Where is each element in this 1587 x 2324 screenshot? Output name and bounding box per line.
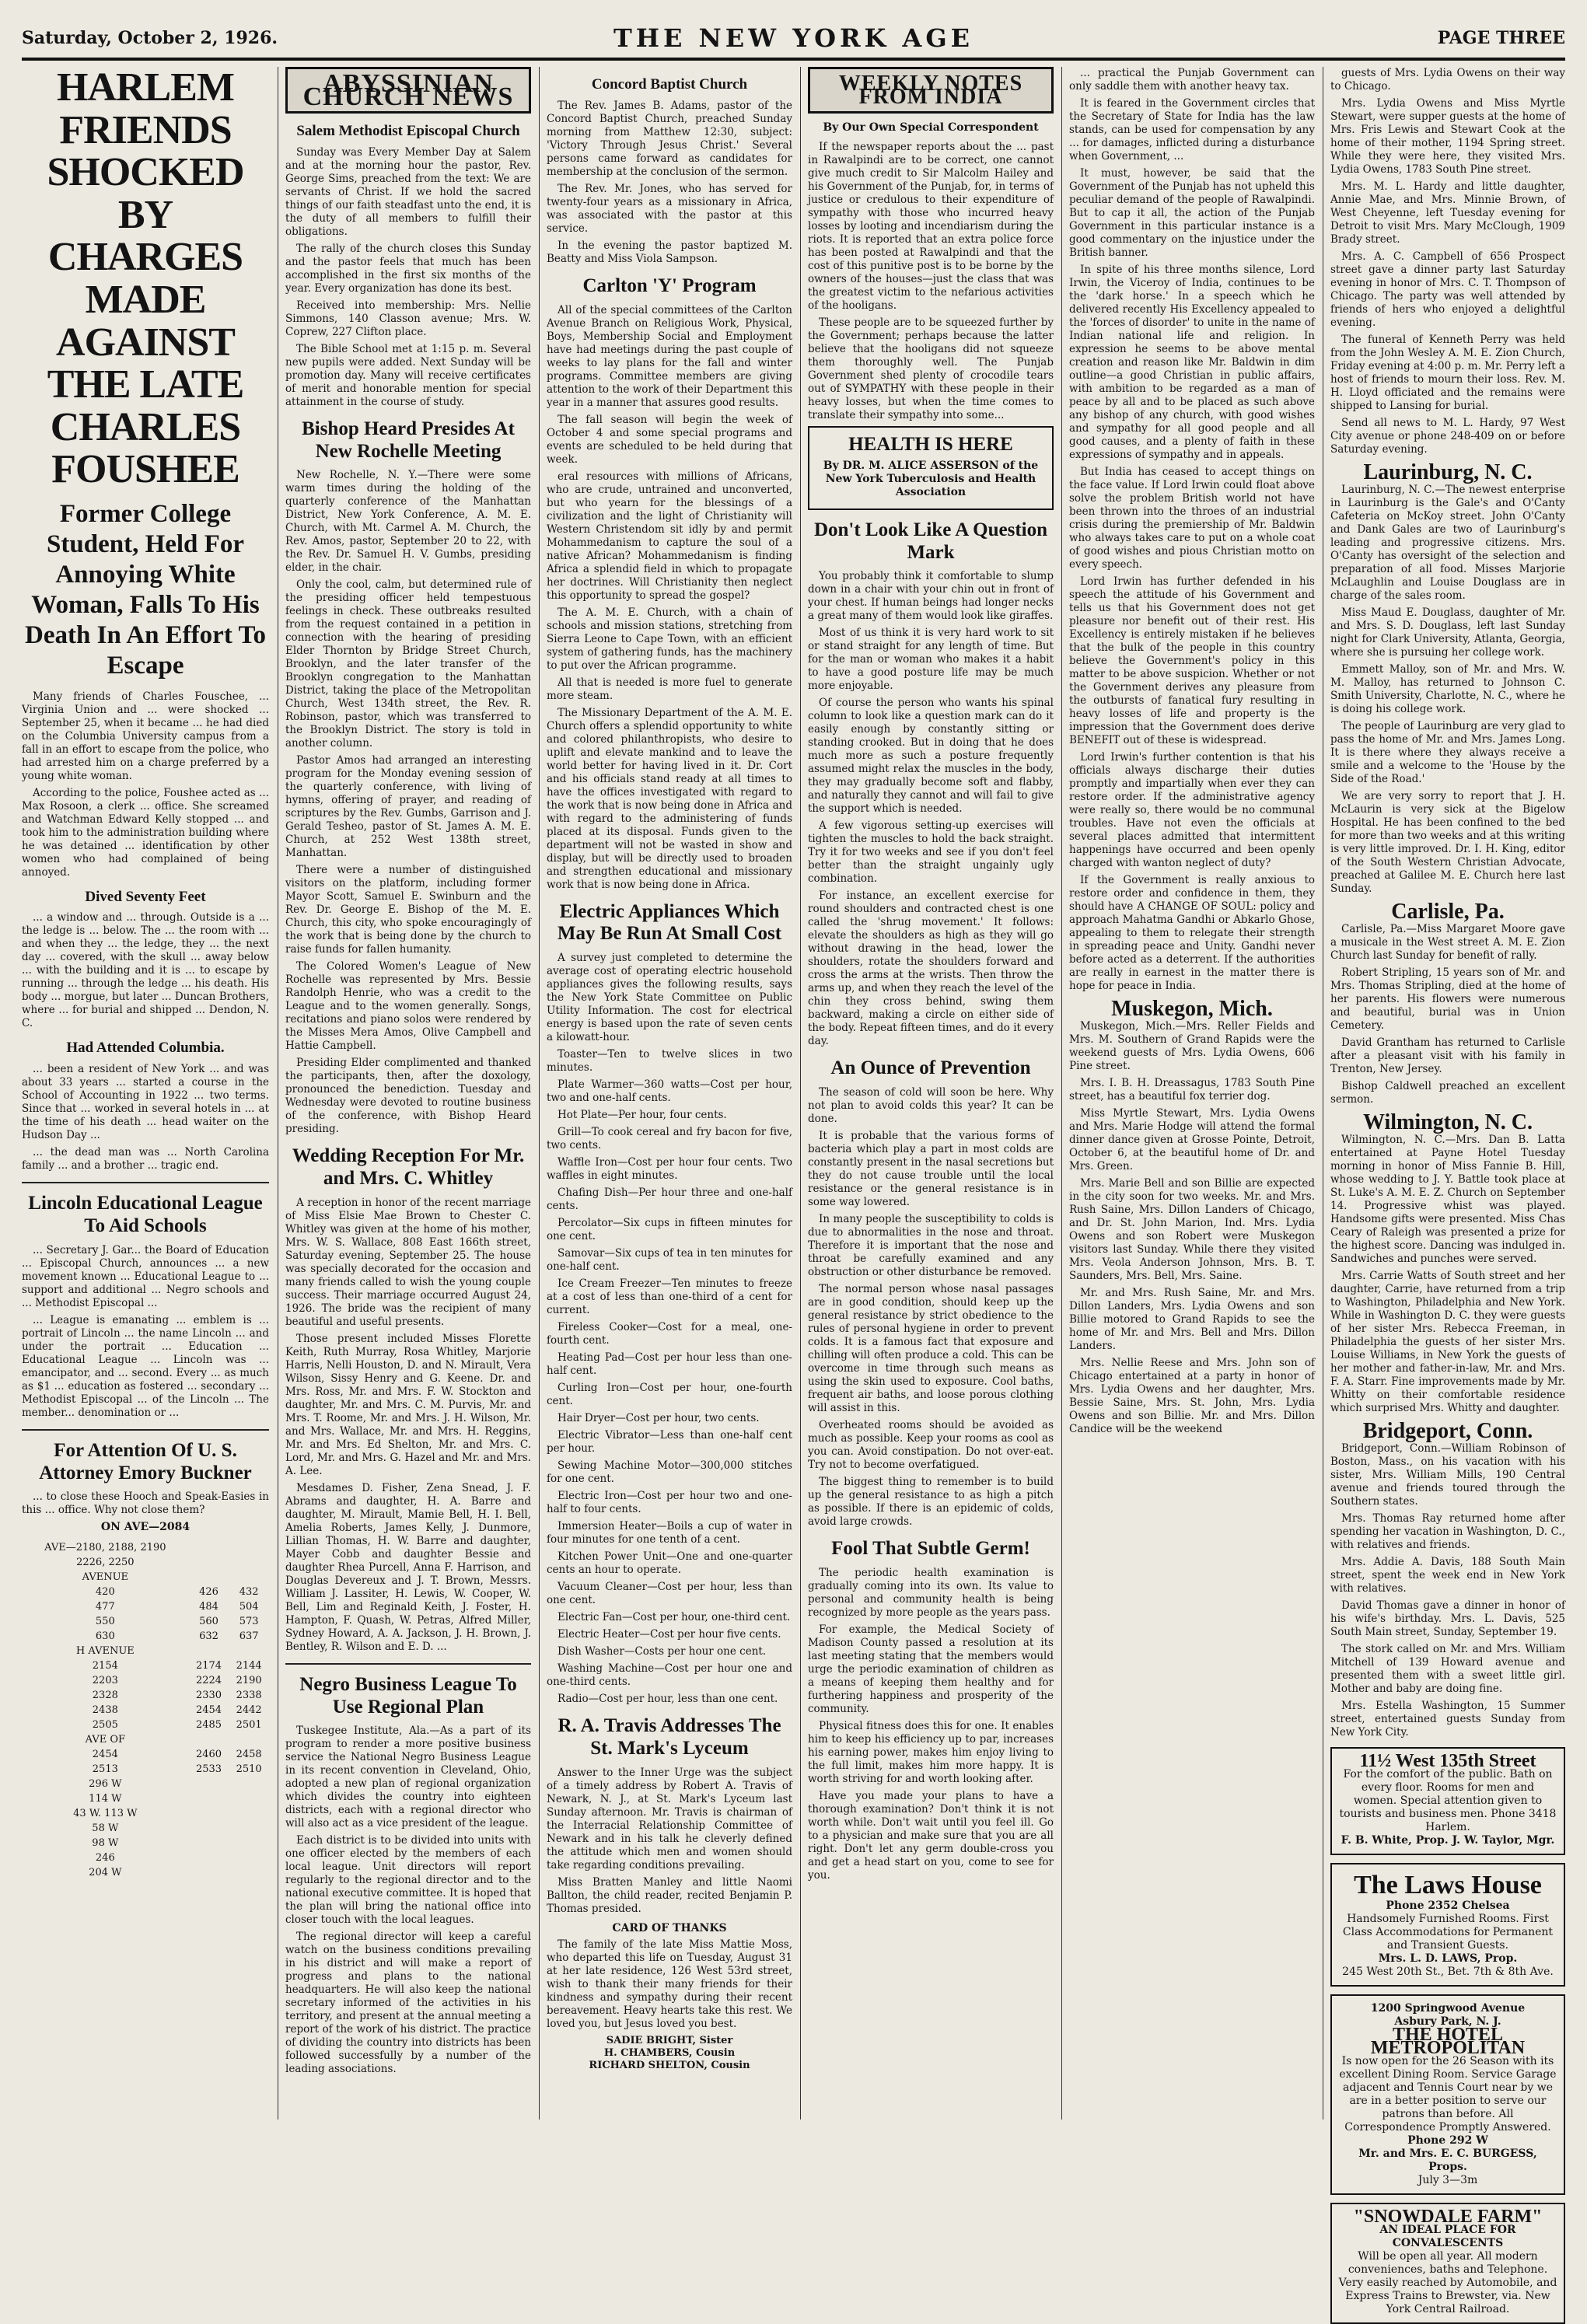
table-cell: 2501 (236, 1719, 262, 1732)
headline-carlton-program: Carlton 'Y' Program (582, 274, 757, 296)
appliance-cost-list (547, 1048, 792, 1706)
table-cell: 2458 (236, 1749, 262, 1761)
table-cell: 2442 (236, 1704, 262, 1717)
article-paragraph: Pastor Amos had arranged an interesting program for the Monday evening session of the quarterly conference, with living of hymns, offering of prayer, and reading of scriptures by the Rev. Gumbs, Garrison and J. Gerald Tesheo, pastor of St. James A. M. E. Church, at 252 West 138th street, Manhattan. (285, 754, 531, 860)
ad-135th-street (1330, 1747, 1565, 1855)
article-paragraph: Of course the person who wants his spinal column to look like a question mark can do it easily enough by constantly sitting or standing crooked. But in doing that he does much more as such a posture frequently assumed might relax the muscles in the body, they may gradually become soft and flabby, and naturally they cannot and will fail to give the support which is needed. (808, 697, 1054, 816)
table-row (22, 1570, 269, 1585)
headline-ounce-prevention: An Ounce of Prevention (830, 1057, 1031, 1079)
headline-bishop-heard: Bishop Heard Presides At New Rochelle Meeting (302, 418, 515, 462)
divider (22, 1429, 269, 1431)
table-row (22, 1585, 269, 1599)
article-paragraph: The normal person whose nasal passages are in good condition, should keep up the general resistance by strict obedience to the rules of personal hygiene in order to prevent colds. It is a famous fact that exposure and chilling will often produce a cold. This can be overcome in time through such means as using the skin used to exposure. Cool baths, frequent air baths, and loose porous clothing will assist in this. (808, 1283, 1054, 1414)
address-list-title: ON AVE—2084 (100, 1521, 191, 1534)
list-item: Curling Iron—Cost per hour, one-fourth cent. (547, 1382, 792, 1408)
table-cell: 2454 (92, 1749, 118, 1761)
article-paragraph: All of the special committees of the Carlton Avenue Branch on Religious Work, Physical, Boys, Membership Social and Employment have had meetings during the past couple of weeks to lay plans for the fall and winter programs. Committee members are giving attention to the work of their Department this year in a manner that assures good results. (547, 303, 792, 409)
article-paragraph: It must, however, be said that the Government of the Punjab has not upheld this peculiar demand of the people of Rawalpindi. But to cap it all, the action of the Punjab Government in this particular instance is a good commentary on the injustice under the British banner. (1069, 167, 1315, 259)
table-cell: AVE—2180, 2188, 2190 (44, 1542, 166, 1554)
article-paragraph: A reception in honor of the recent marriage of Miss Elsie Mae Brown to Chester C. Whitley was given at the home of his mother, Mrs. W. S. Wallace, 808 East 166th street, Saturday evening, September 25. The house was specially decorated for the occasion and many friends called to wish the young couple success. Their marriage occurred August 24, 1926. The bride was the recipient of many beautiful and useful presents. (285, 1196, 531, 1328)
article-paragraph: Wilmington, N. C.—Mrs. Dan B. Latta entertained at Payne Hotel Tuesday morning in honor of Miss Fannie B. Hill, whose wedding to J. Y. Battle took place at St. Luke's A. M. E. Z. Church on September 14. Progressive whist was played. Handsome gifts were presented. Miss Chas Ceary of Raleigh was presented a prize for the highest score. Dancing was indulged in. Sandwiches and punches were served. (1330, 1134, 1565, 1265)
headline-electric-appliances: Electric Appliances Which May Be Run At Small Cost (557, 900, 782, 945)
dateline-bridgeport: Bridgeport, Conn. (1362, 1419, 1533, 1443)
article-paragraph: ... League is emanating ... emblem is ... portrait of Lincoln ... the name Lincoln ... and under the portrait ... Education ... Educational League ... Lincoln was ... emancipator, and ... second. Every ... as much as $1 ... education as fostered ... secondary ... Methodist Episcopal ... of the Lincoln ... The member... denomination or ... (22, 1313, 269, 1419)
table-cell: 420 (95, 1586, 115, 1599)
table-cell: 2224 (195, 1675, 222, 1687)
table-cell: 114 W (89, 1793, 122, 1805)
headline-travis-lyceum: R. A. Travis Addresses The St. Mark's Lyceum (558, 1715, 781, 1759)
list-item: Kitchen Power Unit—One and one-quarter cents an hour to operate. (547, 1550, 792, 1577)
table-cell (189, 1732, 229, 1747)
article-paragraph: It is feared in the Government circles that the Secretary of State for India has the law stands, can be used for compensation by any ... for damages, inflicted during a disturbance when Government, ... (1069, 97, 1315, 163)
ad-title: "SNOWDALE FARM" (1353, 2207, 1543, 2228)
table-cell (229, 1555, 269, 1570)
article-paragraph: The regional director will keep a careful watch on the business conditions prevailing in his district and will make a report of progress and plans to the national headquarters. He will also keep the national secretary informed of the activities in his territory, and present at the annual meeting a report of the work of his district. The practice of dividing the country into districts has been followed successfully by a number of the leading associations. (285, 1931, 531, 2076)
column-6 (1330, 67, 1565, 2316)
article-paragraph: Miss Myrtle Stewart, Mrs. Lydia Owens and Mrs. Marie Hodge will attend the formal dinner dance given at Grosse Pointe, Detroit, October 6, at the beautiful home of Dr. and Mrs. Green. (1069, 1107, 1315, 1172)
article-paragraph: David Thomas gave a dinner in honor of his wife's birthday. Mrs. L. Davis, 525 South Main street, Sunday, September 19. (1330, 1599, 1565, 1638)
table-cell: 2174 (195, 1660, 222, 1672)
ad-address: Asbury Park, N. J. (1394, 2015, 1501, 2029)
list-item: Electric Iron—Cost per hour two and one-half to four cents. (547, 1490, 792, 1516)
table-row (22, 1614, 269, 1629)
list-item: Hair Dryer—Cost per hour, two cents. (558, 1412, 760, 1425)
article-paragraph: The rally of the church closes this Sunday and the pastor feels that much has been accomplished in the first six months of the year. Every organization has done its best. (285, 242, 531, 295)
table-row (22, 1540, 269, 1555)
list-item: Electric Vibrator—Less than one-half cent per hour. (547, 1429, 792, 1456)
article-paragraph: The fall season will begin the week of October 4 and some special programs and events are scheduled to be held during that week. (547, 413, 792, 466)
table-row (22, 1762, 269, 1777)
ad-title: The Laws House (1354, 1871, 1542, 1899)
ad-body: Is now open for the 26 Season with its excellent Dining Room. Service Garage adjacent and Tennis Court near by we are in a better position to serve our patrons than before. All Correspondence Promptly Answered. (1339, 2055, 1557, 2134)
column-2 (285, 67, 531, 2120)
table-cell: 630 (95, 1630, 115, 1643)
health-byline: By DR. M. ALICE ASSERSON of the New York Tuberculosis and Health Association (823, 459, 1039, 498)
article-paragraph: Answer to the Inner Urge was the subject of a timely address by Robert A. Travis of Newark, N. J., at St. Mark's Lyceum last Sunday afternoon. Mr. Travis is chairman of the Interracial Relationship Committee of Newark and in his talk he cleverly defined the attitude which men and women should take regarding conditions prevailing. (547, 1766, 792, 1871)
table-row (22, 1599, 269, 1614)
table-cell (189, 1570, 229, 1585)
article-paragraph: ... been a resident of New York ... and was about 33 years ... started a course in the School of Accounting in 1922 ... two terms. Since that ... worked in several hotels in ... at the time of his death ... head waiter on the Hudson Day ... (22, 1063, 269, 1142)
article-paragraph: Emmett Malloy, son of Mr. and Mrs. W. M. Malloy, has returned to Johnson C. Smith University, Charlotte, N. C., where he is doing his college work. (1330, 663, 1565, 715)
headline-wedding-reception: Wedding Reception For Mr. and Mrs. C. Whitley (292, 1145, 525, 1190)
article-paragraph: Miss Maud E. Douglass, daughter of Mr. and Mrs. S. D. Douglass, left last Sunday night for Clark University, Atlanta, Georgia, where she is pursuing her college work. (1330, 606, 1565, 659)
article-paragraph: Mrs. M. L. Hardy and little daughter, Annie Mae, and Mrs. Minnie Brown, of West Cheyenne, left Tuesday evening for Detroit to visit Mrs. Mary McClough, 1909 Brady street. (1330, 180, 1565, 246)
article-paragraph: Have you made your plans to have a thorough examination? Don't think it is not worth while. Don't wait until you feel ill. Go to a physician and make sure that you are all right. Don't let any germ double-cross you and get a head start on you, come to see for you. (808, 1789, 1054, 1882)
article-paragraph: The Rev. James B. Adams, pastor of the Concord Baptist Church, preached Sunday morning from Matthew 12:30, subject: 'Victory Through Jesus Christ.' Several persons came forward as candidates for membership at the conclusion of the sermon. (547, 99, 792, 178)
ad-hotel-metropolitan (1330, 1994, 1565, 2195)
column-rule (1061, 67, 1062, 2120)
table-cell (229, 1821, 269, 1836)
article-paragraph: We are very sorry to report that J. H. McLaurin is very sick at the Bigelow Hospital. He has been confined to the bed for more than two weeks and at this writing is very little improved. Dr. I. H. King, editor of the South Western Christian Advocate, preached at Galilee M. E. Church here last Sunday. (1330, 790, 1565, 895)
table-cell: 2513 (92, 1763, 118, 1776)
table-cell: 2454 (195, 1704, 222, 1717)
ad-phone: Phone 2352 Chelsea (1386, 1899, 1510, 1913)
list-item: Vacuum Cleaner—Cost per hour, less than one cent. (547, 1581, 792, 1607)
article-paragraph: The Bible School met at 1:15 p. m. Several new pupils were added. Next Sunday will be promotion day. Many will receive certificates of merit and honorable mention for special attainment in the course of study. (285, 342, 531, 408)
list-item: Grill—To cook cereal and fry bacon for five, two cents. (547, 1126, 792, 1152)
article-paragraph: Tuskegee Institute, Ala.—As a part of its program to render a more positive business service the National Negro Business League in its recent convention in Cleveland, Ohio, adopted a new plan of regional organization which divides the country into eighteen districts, each with a regional director who will also act as a vice president of the league. (285, 1725, 531, 1830)
article-paragraph: All that is needed is more fuel to generate more steam. (547, 676, 792, 702)
article-paragraph: Bishop Caldwell preached an excellent sermon. (1330, 1080, 1565, 1106)
article-paragraph: Many friends of Charles Fouschee, ... Virginia Union and ... were shocked ... September 25, when it became ... he had died on the Columbia University campus from a fall in an effort to escape from the police, who had arrested him on a charge preferred by a young white woman. (22, 690, 269, 782)
table-cell: 2226, 2250 (76, 1557, 135, 1569)
article-paragraph: The Rev. Mr. Jones, who has served for twenty-four years as a missionary in Africa, was associated with the pastor at this service. (547, 182, 792, 235)
section-banner-church-news: ABYSSINIAN CHURCH NEWS (285, 67, 531, 114)
table-cell: 550 (95, 1616, 115, 1628)
table-cell: 2203 (92, 1675, 118, 1687)
table-cell: 2328 (92, 1690, 118, 1702)
issue-date: Saturday, October 2, 1926. (22, 28, 278, 48)
table-cell: 2510 (236, 1763, 262, 1776)
list-item: Immersion Heater—Boils a cup of water in four minutes for one tenth of a cent. (547, 1520, 792, 1546)
list-item: Plate Warmer—360 watts—Cost per hour, two and one-half cents. (547, 1078, 792, 1105)
page-folio (22, 17, 1565, 61)
table-cell: 246 (95, 1852, 115, 1864)
list-item: Dish Washer—Costs per hour one cent. (558, 1645, 767, 1658)
health-column-box (808, 426, 1054, 510)
table-row (22, 1791, 269, 1806)
table-cell (189, 1777, 229, 1791)
ad-title: 11½ West 135th Street (1359, 1751, 1536, 1771)
card-of-thanks-text: The family of the late Miss Mattie Moss, who departed this life on Tuesday, August 31 at her late residence, 126 West 53rd street, wish to thank their many friends for their kindness and sympathy during their recent bereavement. Heavy hearts take this rest. We loved you, but Jesus loved you best. (547, 1938, 792, 2030)
article-paragraph: There were a number of distinguished visitors on the platform, including former Mayor Scott, Samuel E. Swinburn and the Rev. Dr. George E. Bishop of the M. E. Church, this city, who spoke encouragingly of the work that is being done by the church to raise funds for fallen humanity. (285, 864, 531, 956)
table-cell: 2144 (236, 1660, 262, 1672)
article-paragraph: But India has ceased to accept things on the face value. If Lord Irwin could float above solve the problem British world not have been thrown into the throes of an industrial crisis during the premiership of Mr. Baldwin who always takes care to put on a whole coat of good wishes and pious Christian motto on every speech. (1069, 466, 1315, 571)
table-cell (229, 1540, 269, 1555)
list-item: Ice Cream Freezer—Ten minutes to freeze at a cost of less than one-third of a cent for current. (547, 1277, 792, 1317)
address-table (22, 1540, 269, 1880)
table-cell: 426 (199, 1586, 218, 1599)
article-paragraph: In the evening the pastor baptized M. Beatty and Miss Viola Sampson. (547, 239, 792, 265)
article-paragraph: Mesdames D. Fisher, Zena Snead, J. F. Abrams and daughter, H. A. Barre and daughter, M. Mirault, Mamie Bell, H. I. Bell, Amelia Roberts, James Kelly, J. Dunmore, Lillian Thomas, H. W. Barre and daughter, Mayer Cobb and daughter Bessie and daughter Rhea Purcell, Anna F. Harrison, and Douglas Devereux and J. T. Brown, Messrs. William J. Lassiter, H. Lewis, W. Cooper, W. Bell, Lim and Reginald Keith, J. Foster, H. Hampton, F. Quash, W. Petras, Alfred Miller, Sydney Howard, A. A. Jackson, J. H. Brown, J. Bentley, R. Wilson and E. D. ... (285, 1481, 531, 1653)
table-row (22, 1644, 269, 1658)
table-cell (189, 1821, 229, 1836)
article-paragraph: Mrs. A. C. Campbell of 656 Prospect street gave a dinner party last Saturday evening in honor of Mrs. C. T. Thompson of Chicago. The party was well attended by friends of hers who enjoyed a delightful evening. (1330, 250, 1565, 329)
headline-salem-church: Salem Methodist Episcopal Church (296, 123, 520, 139)
table-cell (189, 1644, 229, 1658)
article-paragraph: Overheated rooms should be avoided as much as possible. Keep your rooms as cool as you can. Avoid constipation. Do not over-eat. Try not to become overfatigued. (808, 1419, 1054, 1471)
column-1 (22, 67, 269, 2120)
article-paragraph: ... Secretary J. Gar... the Board of Education ... Episcopal Church, announces ... a new movement known ... Educational League to ... support and additional ... Negro schools and ... Methodist Episcopal ... (22, 1243, 269, 1309)
column-rule (800, 67, 801, 2120)
list-item: Electric Heater—Cost per hour five cents. (558, 1628, 781, 1641)
table-cell: 560 (199, 1616, 218, 1628)
list-item: Washing Machine—Cost per hour one and one-third cents. (547, 1662, 792, 1689)
article-paragraph: Physical fitness does this for one. It enables him to keep his efficiency up to par, increases his earning power, makes him enjoy living to the full limit, makes him more happy. It is worth striving for and worth looking after. (808, 1719, 1054, 1785)
india-byline: By Our Own Special Correspondent (823, 121, 1039, 134)
article-paragraph: You probably think it comfortable to slump down in a chair with your chin out in front of your chest. If human beings had longer necks a great many of them would look like giraffes. (808, 570, 1054, 623)
table-cell: 2154 (92, 1660, 118, 1672)
table-cell: 43 W. 113 W (73, 1808, 138, 1820)
table-cell (189, 1836, 229, 1850)
table-cell (189, 1791, 229, 1806)
list-item: Waffle Iron—Cost per hour four cents. Two waffles in eight minutes. (547, 1156, 792, 1183)
article-paragraph: The people of Laurinburg are very glad to pass the home of Mr. and Mrs. James Long. It is there where they always receive a smile and a welcome to the 'House by the Side of the Road.' (1330, 720, 1565, 785)
article-paragraph: David Grantham has returned to Carlisle after a pleasant visit with his family in Trenton, New Jersey. (1330, 1036, 1565, 1075)
ad-body: For the comfort of the public. Bath on every floor. Rooms for men and women. Special attention given to tourists and business men. Phone 3418 Harlem. (1339, 1768, 1557, 1833)
table-row (22, 1865, 269, 1880)
article-paragraph: Bridgeport, Conn.—William Robinson of Boston, Mass., on his vacation with his sister, Mrs. William Mills, 190 Central avenue and friends toured through the Southern states. (1330, 1442, 1565, 1508)
table-cell (229, 1806, 269, 1821)
article-paragraph: ... the dead man was ... North Carolina family ... and a brother ... tragic end. (22, 1146, 269, 1172)
ad-address: 1200 Springwood Avenue (1370, 2002, 1526, 2015)
article-paragraph: Those present included Misses Florette Keith, Ruth Murray, Rosa Whitley, Marjorie Harris, Nelli Houston, D. and N. Mirault, Vera Wilson, Sissy Henry and G. Keene. Dr. and Mrs. Ross, Mr. and Mrs. F. W. Stockton and daughter, Mr. and Mrs. C. M. Purvis, Mr. and Mrs. T. Roome, Mr. and Mrs. J. H. Wilson, Mr. and Mrs. Wallace, Mr. and Mrs. H. Reggins, Mr. and Mrs. Ed Shelton, Mr. and Mrs. C. Lord, Mr. and Mrs. G. Hazel and Mr. and Mrs. A. Lee. (285, 1332, 531, 1477)
article-paragraph: The Colored Women's League of New Rochelle was represented by Mrs. Bessie Randolph Henrie, who was a credit to the League and to the women generally. Songs, recitations and piano solos were rendered by the Misses Mera Amos, Olive Campbell and Hattie Campbell. (285, 960, 531, 1053)
table-row (22, 1688, 269, 1703)
table-cell: 2505 (92, 1719, 118, 1732)
article-paragraph: A few vigorous setting-up exercises will tighten the muscles to hold the back straight. Try it for two weeks and see if you don't feel better than the straight ungainly ugly combination. (808, 820, 1054, 886)
column-5 (1069, 67, 1315, 2120)
table-row (22, 1718, 269, 1732)
table-cell: 632 (199, 1630, 218, 1643)
table-cell (229, 1570, 269, 1585)
article-paragraph: Mrs. Thomas Ray returned home after spending her vacation in Washington, D. C., with relatives and friends. (1330, 1512, 1565, 1551)
divider (22, 1182, 269, 1183)
article-paragraph: In many people the susceptibility to colds is due to abnormalities in the nose and throat. Therefore it is important that the nose and throat be carefully examined and any obstruction or other disturbance be removed. (808, 1213, 1054, 1278)
ad-proprietor: Mr. and Mrs. E. C. BURGESS, Props. (1358, 2148, 1537, 2174)
article-paragraph: ... practical the Punjab Government can only saddle them with another heavy tax. (1069, 67, 1315, 93)
table-cell: H AVENUE (75, 1645, 135, 1658)
article-paragraph: ... to close these Hooch and Speak-Easies in this ... office. Why not close them? (22, 1491, 269, 1517)
table-cell: 58 W (92, 1823, 119, 1835)
article-paragraph: Each district is to be divided into units with one officer elected by the members of each local league. Unit directors will report regularly to the regional director and to the national executive committee. It is hoped that the plan will bring the national office into closer touch with the local leagues. (285, 1834, 531, 1927)
card-of-thanks-heading: CARD OF THANKS (612, 1921, 727, 1934)
article-paragraph: Most of us think it is very hard work to sit or stand straight for any length of time. But for the man or woman who makes it a habit to have a good posture life may be much more enjoyable. (808, 627, 1054, 693)
table-cell: 504 (239, 1601, 259, 1613)
ad-address: 245 West 20th St., Bet. 7th & 8th Ave. (1342, 1966, 1554, 1979)
health-column-title: HEALTH IS HERE (848, 434, 1013, 455)
list-item: Percolator—Six cups in fifteen minutes for one cent. (547, 1217, 792, 1243)
list-item: Electric Fan—Cost per hour, one-third cent. (558, 1611, 791, 1624)
table-cell: 2330 (195, 1690, 222, 1702)
ad-snowdale-farm (1330, 2203, 1565, 2324)
article-paragraph: guests of Mrs. Lydia Owens on their way to Chicago. (1330, 67, 1565, 93)
headline-business-league: Negro Business League To Use Regional Plan (299, 1673, 517, 1718)
ad-proprietor: F. B. White, Prop. J. W. Taylor, Mgr. (1341, 1834, 1555, 1847)
headline-concord-baptist: Concord Baptist Church (591, 76, 748, 93)
table-cell: 204 W (89, 1867, 122, 1879)
article-paragraph: Received into membership: Mrs. Nellie Simmons, 140 Classon avenue; Mrs. W. Coprew, 227 Clifton place. (285, 299, 531, 338)
table-row (22, 1673, 269, 1688)
article-paragraph: Muskegon, Mich.—Mrs. Reller Fields and Mrs. M. Southern of Grand Rapids were the weekend guests of Mrs. Lydia Owens, 606 Pine street. (1069, 1020, 1315, 1072)
dateline-wilmington: Wilmington, N. C. (1362, 1110, 1533, 1134)
masthead-title: THE NEW YORK AGE (613, 23, 974, 53)
article-paragraph: Lord Irwin's further contention is that his officials always discharge their duties promptly and impartially when ever they can restore order. If the administrative agency were really so, there would be no communal troubles. Have not even the officials at several places admitted that intermittent happenings have occurred and been openly charged with wanton neglect of duty? (1069, 751, 1315, 869)
table-cell: 484 (199, 1601, 218, 1613)
article-paragraph: If the Government is really anxious to restore order and confidence in them, they should have A CHANGE OF SOUL: policy and approach Mahatma Gandhi or Abkarlo Ghose, appealing to them to relegate their strength in spreading peace and Unity. Gandhi never before acted as a deterrent. If the authorities are really in earnest in the matter there is hope for peace in India. (1069, 874, 1315, 992)
ad-body: Will be open all year. All modern conveniences, baths and Telephone. Very easily reached by Automobile, and Express Trains to Brewster, via. New York Central Railroad. (1338, 2250, 1557, 2316)
table-cell: 2485 (195, 1719, 222, 1732)
article-paragraph: Send all news to M. L. Hardy, 97 West City avenue or phone 248-409 on or before Saturday evening. (1330, 417, 1565, 456)
list-item: Toaster—Ten to twelve slices in two minutes. (547, 1048, 792, 1075)
article-paragraph: Miss Bratten Manley and little Naomi Ballton, the child reader, recited Benjamin P. Thomas presided. (547, 1875, 792, 1915)
article-paragraph: The Missionary Department of the A. M. E. Church offers a splendid opportunity to white and colored philanthropists, who desire to uplift and elevate mankind and to leave the world better for having lived in it. Dr. Cort and his officials stand ready at all times to have the offices investigated with regard to the work that is now being done in Africa and with regard to the administering of funds placed at its disposal. Funds given to the department will not be wasted in show and display, but will be directly used to broaden and strengthen educational and missionary work that is now being done in Africa. (547, 706, 792, 891)
table-row (22, 1658, 269, 1673)
table-row (22, 1703, 269, 1718)
table-cell (189, 1850, 229, 1865)
headline-lincoln-league: Lincoln Educational League To Aid Schools (28, 1193, 263, 1236)
article-paragraph: Presiding Elder complimented and thanked the participants, then, after the doxology, pronounced the benediction. Tuesday and Wednesday were devoted to routine business of the conference, with Bishop Heard presiding. (285, 1057, 531, 1136)
table-cell (229, 1836, 269, 1850)
article-paragraph: The funeral of Kenneth Perry was held from the John Wesley A. M. E. Zion Church, Friday evening at 4:00 p. m. Mr. Perry left a host of friends to mourn their loss. Rev. M. H. Lloyd officiated and the remains were shipped to Lansing for burial. (1330, 334, 1565, 412)
table-cell: 2460 (195, 1749, 222, 1761)
table-row (22, 1732, 269, 1747)
dateline-muskegon: Muskegon, Mich. (1111, 997, 1273, 1021)
ad-proprietor: Mrs. L. D. LAWS, Prop. (1378, 1952, 1518, 1966)
table-cell: 637 (239, 1630, 259, 1643)
list-item: Samovar—Six cups of tea in ten minutes for one-half cent. (547, 1247, 792, 1274)
table-row (22, 1777, 269, 1791)
article-paragraph: New Rochelle, N. Y.—There were some warm times during the holding of the quarterly conference of the Manhattan District, New York Conference, A. M. E. Church, with Mt. Carmel A. M. Church, the Rev. Amos, pastor, September 20 to 22, with the Rev. Dr. Samuel H. V. Gumbs, presiding elder, in the chair. (285, 469, 531, 575)
article-paragraph: The stork called on Mr. and Mrs. William Mitchell of 139 Howard avenue and presented them with a sweet little girl. Mother and baby are doing fine. (1330, 1643, 1565, 1695)
list-item: Fireless Cooker—Cost for a meal, one-fourth cent. (547, 1321, 792, 1347)
dateline-carlisle: Carlisle, Pa. (1391, 900, 1505, 924)
headline-attorney: For Attention Of U. S. Attorney Emory Buckner (39, 1439, 252, 1484)
table-cell (229, 1732, 269, 1747)
subhead-dived: Dived Seventy Feet (85, 888, 206, 905)
column-3 (547, 67, 792, 2120)
list-item: Chafing Dish—Per hour three and one-half cents. (547, 1186, 792, 1213)
table-row (22, 1821, 269, 1836)
table-cell: 2338 (236, 1690, 262, 1702)
page-number: PAGE THREE (1437, 28, 1565, 48)
article-paragraph: The season of cold will soon be here. Why not plan to avoid colds this year? It can be done. (808, 1086, 1054, 1125)
table-row (22, 1836, 269, 1850)
article-paragraph: The periodic health examination is gradually coming into its own. Its value to personal and community health is being recognized by more people as the years pass. (808, 1566, 1054, 1619)
article-paragraph: It is probable that the various forms of bacteria which play a part in most colds are constantly present in the nasal secretions but they do not cause trouble until the local resistance or the general resistance is in some way lowered. (808, 1130, 1054, 1208)
table-cell: 2190 (236, 1675, 262, 1687)
list-item: Hot Plate—Per hour, four cents. (558, 1109, 727, 1122)
list-item: Radio—Cost per hour, less than one cent. (558, 1693, 778, 1706)
article-paragraph: Mrs. Nellie Reese and Mrs. John son of Chicago entertained at a party in honor of Mrs. Lydia Owens and her daughter, Mrs. Bessie Saine, Mrs. St. John, Mrs. Lydia Owens and son Billie. Mr. and Mrs. Dillon Candice will be the weekend (1069, 1357, 1315, 1435)
ad-laws-house (1330, 1863, 1565, 1987)
table-cell (229, 1791, 269, 1806)
table-cell (189, 1555, 229, 1570)
headline-subtle-germ: Fool That Subtle Germ! (831, 1538, 1030, 1559)
divider (285, 1663, 531, 1665)
table-row (22, 1629, 269, 1644)
table-cell (229, 1850, 269, 1865)
ad-phone: Phone 292 W (1407, 2134, 1488, 2148)
table-cell: AVENUE (82, 1571, 129, 1584)
article-paragraph: The biggest thing to remember is to build up the general resistance to as high a pitch as possible. If there is an epidemic of colds, avoid large crowds. (808, 1476, 1054, 1528)
card-of-thanks-signature: SADIE BRIGHT, Sister H. CHAMBERS, Cousin RICHARD SHELTON, Cousin (589, 2034, 750, 2071)
table-cell (189, 1540, 229, 1555)
article-paragraph: Mrs. Estella Washington, 15 Summer street, entertained guests Sunday from New York City. (1330, 1700, 1565, 1739)
headline-question-mark: Don't Look Like A Question Mark (813, 519, 1048, 563)
ad-date: July 3—3m (1417, 2174, 1478, 2187)
article-paragraph: Sunday was Every Member Day at Salem and at the morning hour the pastor, Rev. George Sims, preached from the text: We are servants of Christ. If we hold the sacred things of our faith steadfast unto the end, it is the duty of all members to fulfill their obligations. (285, 145, 531, 238)
article-paragraph: Mrs. Lydia Owens and Miss Myrtle Stewart, were supper guests at the home of Mrs. Fris Lewis and Stewart Cook at the home of their mother, 1194 Spring street. While they were here, they visited Mrs. Lydia Owens, 1783 South Pine street. (1330, 97, 1565, 176)
table-row (22, 1555, 269, 1570)
table-cell: 477 (95, 1601, 115, 1613)
article-paragraph: Mrs. Marie Bell and son Billie are expected in the city soon for two weeks. Mr. and Mrs. Rush Saine, Mrs. Dillon Landers of Chicago, and Dr. St. John Marion, Ind. Mrs. Lydia Owens and son Robert were Muskegon visitors last Sunday. While there they visited Mrs. Veola Anderson Johnson, Mrs. B. T. Saunders, Mrs. Bell, Mrs. Saine. (1069, 1177, 1315, 1282)
table-cell (229, 1644, 269, 1658)
article-paragraph: The A. M. E. Church, with a chain of schools and mission stations, stretching from Sierra Leone to Cape Town, with an efficient system of gathering funds, has the machinery to put over the African programme. (547, 606, 792, 672)
article-paragraph: For instance, an excellent exercise for round shoulders and contracted chest is one called the 'shrug movement.' It follows: elevate the shoulders as high as they will go without drawing in the head, lower the shoulders, rotate the shoulders forward and cross the arms at the wrists. Then throw the arms up, and when they reach the level of the chin they cross behind, swing them backward, making a circle on either side of the body. Repeat fifteen times, and do it every day. (808, 889, 1054, 1048)
article-paragraph: ... a window and ... through. Outside is a ... the ledge is ... below. The ... the room with ... and when they ... the ledge, they ... the next day ... covered, with the skull ... away below ... with the building and it is ... to escape by running ... through the ledge ... his death. His body ... morgue, but later ... Duncan Brothers, where ... for burial and shipped ... Dendon, N. C. (22, 911, 269, 1030)
column-rule (539, 67, 540, 2120)
article-paragraph: If the newspaper reports about the ... past in Rawalpindi are to be correct, one cannot give much credit to Sir Malcolm Hailey and his Government of the Punjab, for, in terms of justice or credulous to their expenditure of sympathy with those who incurred heavy losses by looting and incendiarism during the riots. It is reported that an extra police force has been posted at Rawalpindi and that the cost of this punitive post is to be borne by the owners of the houses—just the class that was the greatest victim to the nefarious activities of the hooligans. (808, 141, 1054, 312)
article-paragraph: Mrs. I. B. H. Dreassagus, 1783 South Pine street, has a beautiful fox terrier dog. (1069, 1077, 1315, 1103)
table-cell (189, 1806, 229, 1821)
table-cell: 98 W (92, 1837, 119, 1850)
section-banner-india-notes: WEEKLY NOTES FROM INDIA (808, 67, 1054, 114)
ad-body: Handsomely Furnished Rooms. First Class Accommodations for Permanent and Transient Guests. (1342, 1913, 1554, 1952)
list-item: Sewing Machine Motor—300,000 stitches for one cent. (547, 1459, 792, 1486)
table-cell (229, 1865, 269, 1880)
table-cell: 2438 (92, 1704, 118, 1717)
table-row (22, 1806, 269, 1821)
list-item: Heating Pad—Cost per hour less than one-half cent. (547, 1351, 792, 1378)
ad-subtitle: AN IDEAL PLACE FOR CONVALESCENTS (1379, 2224, 1516, 2250)
article-paragraph: Only the cool, calm, but determined rule of the presiding officer held tempestuous feelings in check. These outbreaks resulted from the request contained in a petition in connection with the hearing of presiding Elder Thornton by Bridge Street Church, Brooklyn, and the later transfer of the Brooklyn congregation to the Manhattan District, taking the place of the Metropolitan Church, West 134th street, the Rev. R. Robinson, pastor, which was transferred to the Brooklyn District. The story is told in another column. (285, 578, 531, 750)
table-row (22, 1747, 269, 1762)
main-headline: HARLEM FRIENDS SHOCKED BY CHARGES MADE AGAINST THE LATE CHARLES FOUSHEE (47, 65, 244, 492)
article-paragraph: For example, the Medical Society of Madison County passed a resolution at its last meeting stating that the members would urge the periodic examination of children as a means of keeping them healthy and for furthering happiness and prosperity of the community. (808, 1623, 1054, 1715)
column-4 (808, 67, 1054, 2120)
article-paragraph: Robert Stripling, 15 years son of Mr. and Mrs. Thomas Stripling, died at the home of her parents. His flowers were numerous and beautiful, burial was in Union Cemetery. (1330, 966, 1565, 1032)
table-cell: 296 W (89, 1778, 122, 1791)
table-cell: AVE OF (85, 1734, 126, 1746)
subhead-columbia: Had Attended Columbia. (66, 1040, 225, 1057)
article-paragraph: Mrs. Addie A. Davis, 188 South Main street, spent the week end in New York with relatives. (1330, 1556, 1565, 1595)
table-cell (229, 1777, 269, 1791)
table-row (22, 1850, 269, 1865)
article-paragraph: These people are to be squeezed further by the Government; perhaps because the latter believe that the hooligans did not squeeze them thoroughly well. The Punjab Government shed plenty of crocodile tears out of SYMPATHY with these people in their heavy losses, but when the time comes to translate their sympathy into some... (808, 316, 1054, 421)
article-paragraph: Lord Irwin has further defended in his speech the attitude of his Government and tells us that his Government does not get pleasure nor benefit out of their rest. His Excellency is entirely mistaken if he believes that the bulk of the people in this country believe the Government's policy in this matter to be above suspicion. Whether or not the Government derives any pleasure from the outbursts of fanatical fury resulting in heavy losses of life and property is the impression that the Government does derive BENEFIT out of these is widespread. (1069, 575, 1315, 746)
article-paragraph: Mr. and Mrs. Rush Saine, Mr. and Mrs. Dillon Landers, Mrs. Lydia Owens and son Billie motored to Grand Rapids to see the home of Mr. and Mrs. Bell and Mrs. Dillon Landers. (1069, 1287, 1315, 1352)
article-paragraph: eral resources with millions of Africans, who are crude, untrained and unconverted, but who yearn for the blessings of a civilization and the light of Christianity will Western Christendom sit idly by and permit Mohammedanism to capture the soul of a native African? Mohammedanism is finding Africa a splendid field in which to propagate her doctrines. Will Christianity then neglect this opportunity to spread the gospel? (547, 470, 792, 602)
table-cell (189, 1865, 229, 1880)
main-deck: Former College Student, Held For Annoying White Woman, Falls To His Death In An Effort To Escape (25, 499, 266, 680)
article-paragraph: In spite of his three months silence, Lord Irwin, the Viceroy of India, continues to be the 'dark horse.' In a speech which he delivered recently His Excellency appealed to the 'forces of disorder' to unite in the name of Indian national life and religion. In expression he seems to be above mental creation and reason like Mr. Baldwin in dim outline—a good Christian in public affairs, with ambition to be regarded as a man of peace by all and to be placed as such above any bishop of any church, with good wishes and sympathy for all good people and all good causes, and a plenty of faith in these expressions of sympathy and in appeals. (1069, 264, 1315, 461)
article-paragraph: Mrs. Carrie Watts of South street and her daughter, Carrie, have returned from a trip to Washington, Philadelphia and New York. While in Washington D. C. they were guests of her sister Mrs. Rebecca Freeman, in Philadelphia the guests of her sister Mrs. Louise Williams, in New York the guests of her mother and father-in-law, Mr. and Mrs. F. A. Starr. Fine improvements made by Mr. Whitty on their comfortable residence which surprised Mrs. Whitty and daughter. (1330, 1270, 1565, 1414)
table-cell: 432 (239, 1586, 259, 1599)
article-paragraph: Carlisle, Pa.—Miss Margaret Moore gave a musicale in the West street A. M. E. Zion Church last Sunday for benefit of rally. (1330, 923, 1565, 962)
article-paragraph: According to the police, Foushee acted as ... Max Rosoon, a clerk ... office. She screamed and Watchman Edward Kelly stopped ... and took him to the administration building where he was detained ... identification by other women who had complained of being annoyed. (22, 786, 269, 879)
article-paragraph: A survey just completed to determine the average cost of operating electric household appliances gives the following results, says the New York State Committee on Public Utility Information. The cost for electrical energy is based upon the rate of seven cents a kilowatt-hour. (547, 952, 792, 1044)
table-cell: 2533 (195, 1763, 222, 1776)
dateline-laurinburg: Laurinburg, N. C. (1363, 460, 1533, 484)
ad-title: THE HOTEL METROPOLITAN (1370, 2025, 1526, 2059)
article-paragraph: Laurinburg, N. C.—The newest enterprise in Laurinburg is the Gale's and O'Canty Cafeteria on McKoy street. John O'Canty and Dank Gales are two of Laurinburg's leading and progressive citizens. Mrs. O'Canty has oversight of the selection and preparation of all food. Misses Marjorie McLaughlin and Louise Douglass are in charge of the sales room. (1330, 484, 1565, 602)
table-cell: 573 (239, 1616, 259, 1628)
